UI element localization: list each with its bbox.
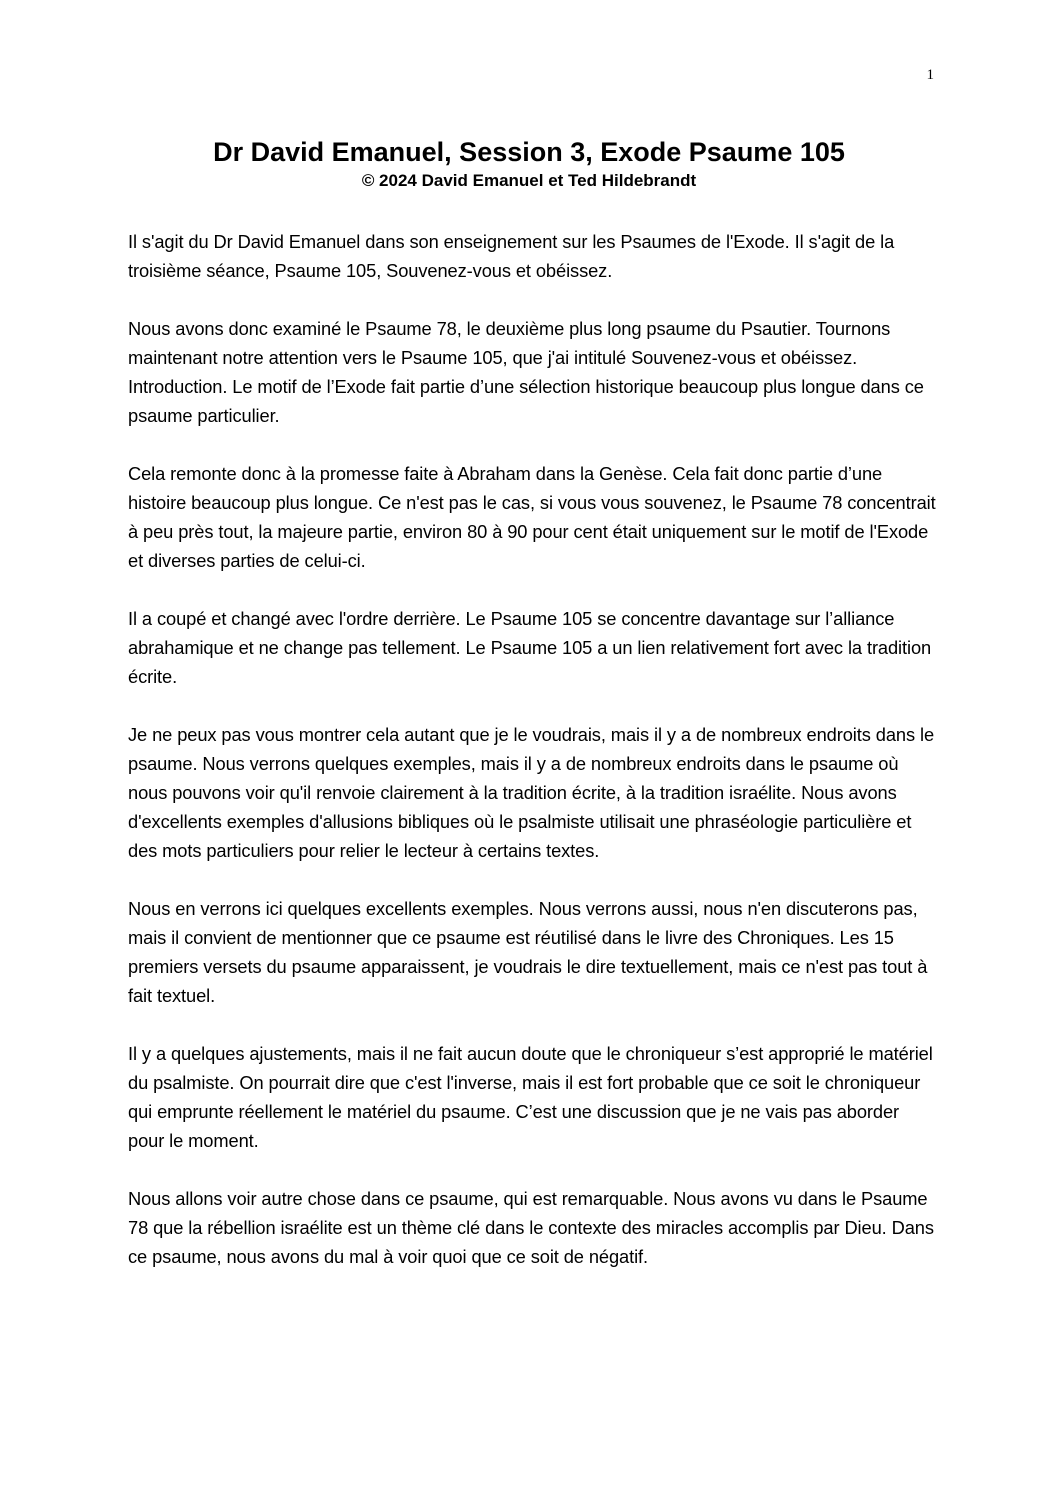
page-number: 1: [926, 67, 934, 83]
paragraph-3: Cela remonte donc à la promesse faite à Abraham dans la Genèse. Cela fait donc partie d’une histoire beaucoup plus longue. Ce n'est pas le cas, si vous vous souvenez, le Psaume 78 concentrait à peu près tout, la majeure partie, environ 80 à 90 pour cent était uniquement sur le motif de l'Exode et diverses parties de celui-ci.: [128, 463, 936, 571]
paragraph-6: Nous en verrons ici quelques excellents exemples. Nous verrons aussi, nous n'en discuterons pas, mais il convient de mentionner que ce psaume est réutilisé dans le livre des Chroniques. Les 15 premiers versets du psaume apparaissent, je voudrais le dire textuellement, mais ce n'est pas tout à fait textuel.: [128, 898, 928, 1006]
paragraph-7: Il y a quelques ajustements, mais il ne fait aucun doute que le chroniqueur s’est approprié le matériel du psalmiste. On pourrait dire que c'est l'inverse, mais il est fort probable que ce soit le chroniqueur qui emprunte réellement le matériel du psaume. C’est une discussion que je ne vais pas aborder pour le moment.: [128, 1043, 933, 1151]
document-header: [0, 134, 1058, 192]
document-title: Dr David Emanuel, Session 3, Exode Psaume 105: [213, 137, 845, 167]
paragraph-5: Je ne peux pas vous montrer cela autant que je le voudrais, mais il y a de nombreux endroits dans le psaume. Nous verrons quelques exemples, mais il y a de nombreux endroits dans le psaume où nous pouvons voir qu'il renvoie clairement à la tradition écrite, à la tradition israélite. Nous avons d'excellents exemples d'allusions bibliques où le psalmiste utilisait une phraséologie particulière et des mots particuliers pour relier le lecteur à certains textes.: [128, 724, 935, 861]
document-body: [128, 227, 938, 1300]
paragraph-4: Il a coupé et changé avec l'ordre derrière. Le Psaume 105 se concentre davantage sur l’alliance abrahamique et ne change pas tellement. Le Psaume 105 a un lien relativement fort avec la tradition écrite.: [128, 608, 932, 687]
paragraph-2: Nous avons donc examiné le Psaume 78, le deuxième plus long psaume du Psautier. Tournons maintenant notre attention vers le Psaume 105, que j'ai intitulé Souvenez-vous et obéissez. Introduction. Le motif de l’Exode fait partie d’une sélection historique beaucoup plus longue dans ce psaume particulier.: [128, 318, 924, 426]
paragraph-8: Nous allons voir autre chose dans ce psaume, qui est remarquable. Nous avons vu dans le Psaume 78 que la rébellion israélite est un thème clé dans le contexte des miracles accomplis par Dieu. Dans ce psaume, nous avons du mal à voir quoi que ce soit de négatif.: [128, 1188, 934, 1267]
paragraph-1: Il s'agit du Dr David Emanuel dans son enseignement sur les Psaumes de l'Exode. Il s'agit de la troisième séance, Psaume 105, Souvenez-vous et obéissez.: [128, 231, 895, 281]
copyright-line: © 2024 David Emanuel et Ted Hildebrandt: [361, 171, 697, 190]
